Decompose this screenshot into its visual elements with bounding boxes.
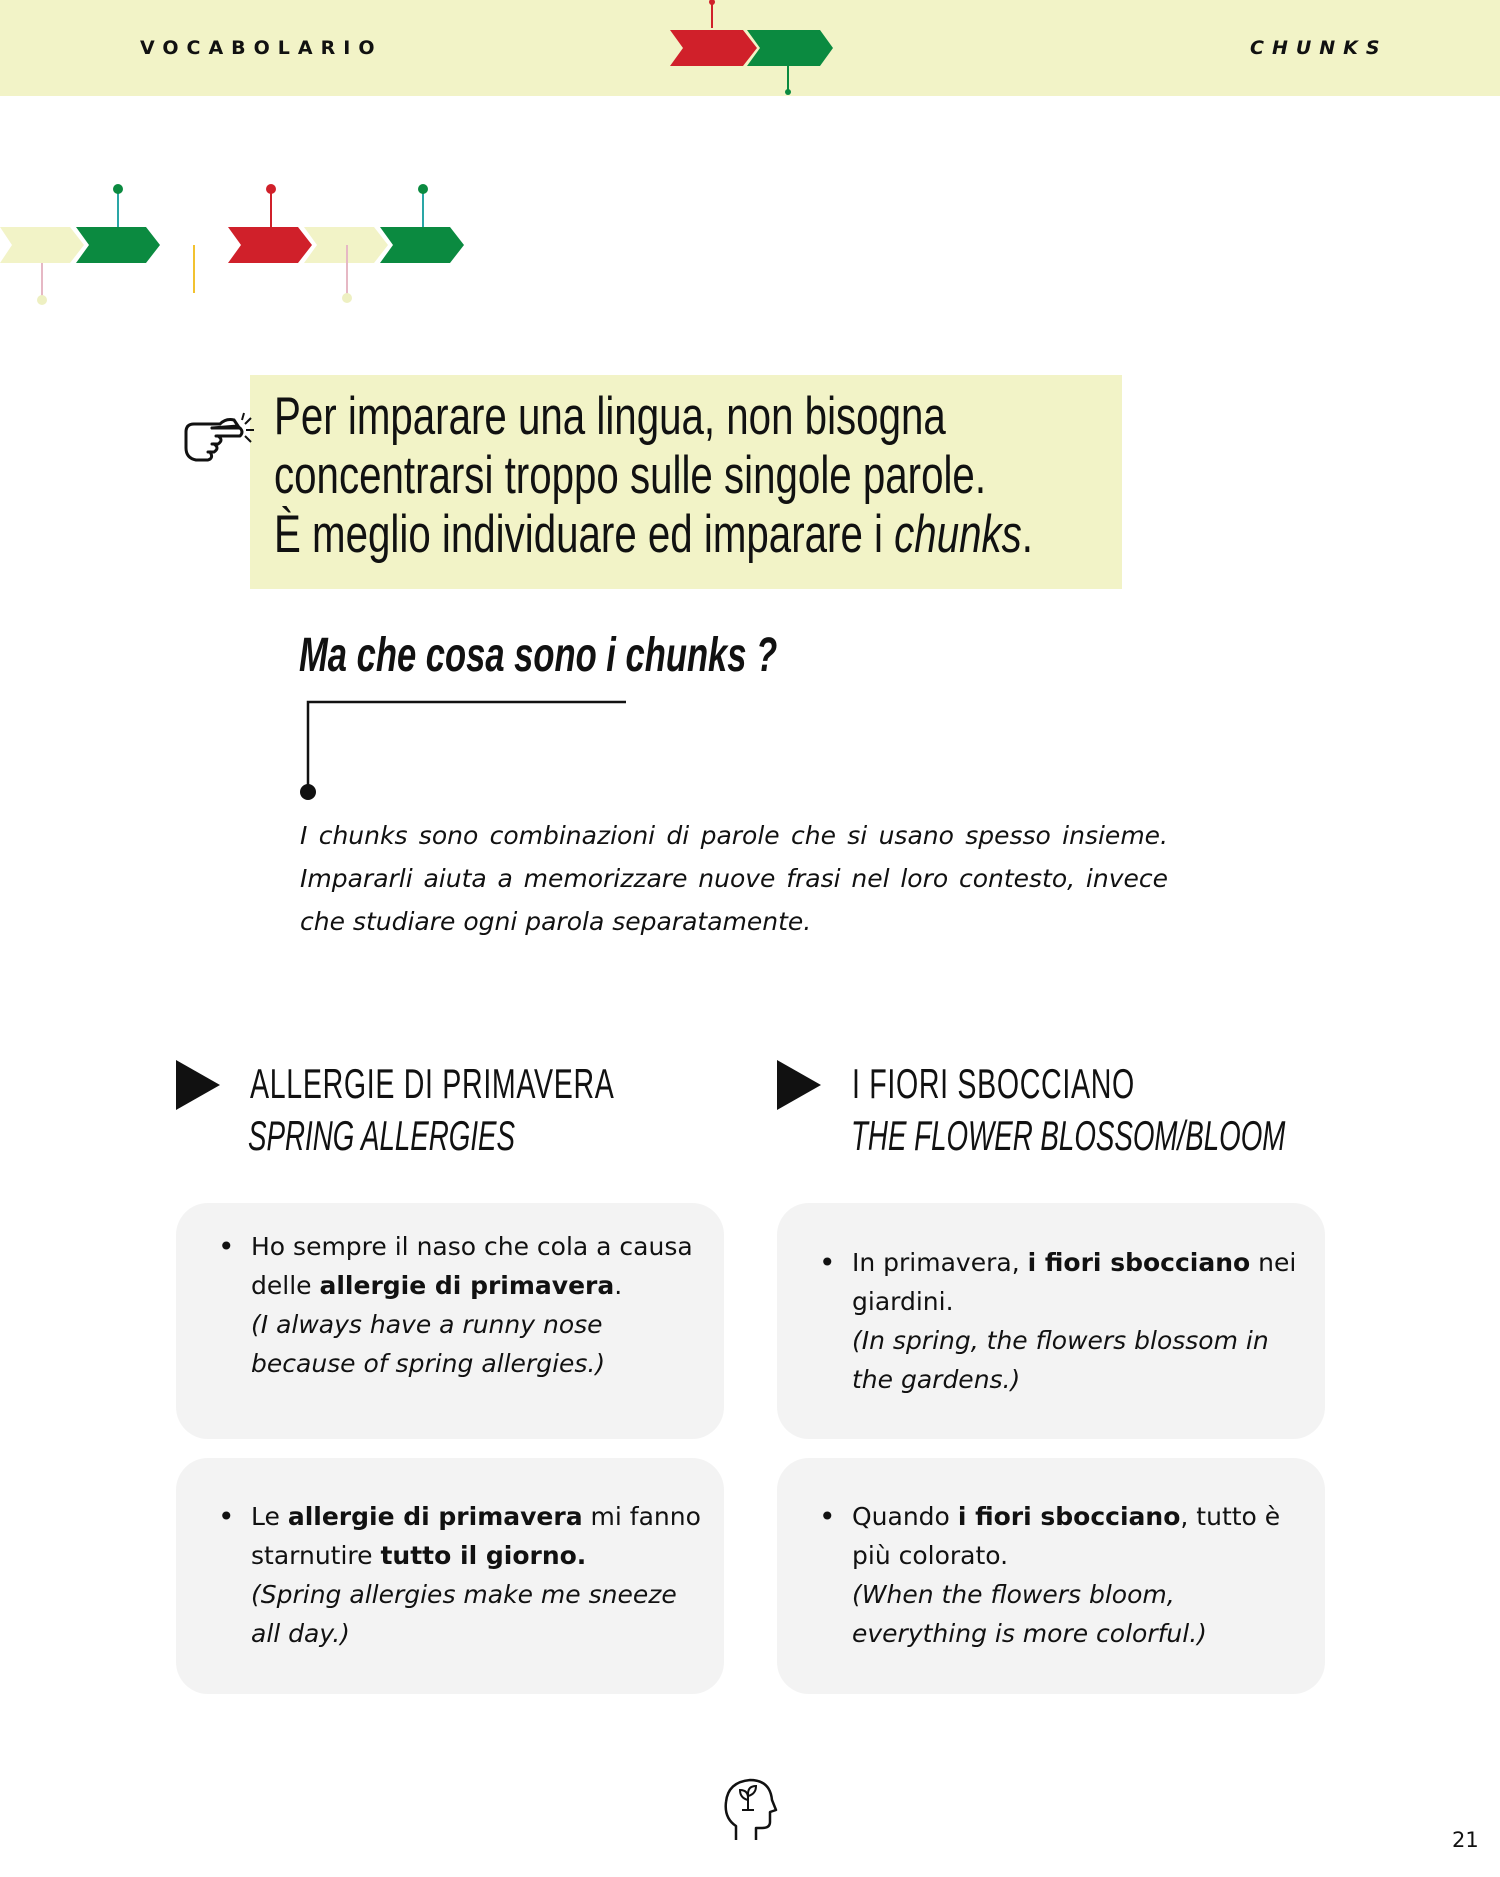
example-sentence — [251, 1232, 693, 1300]
chunk-highlight: allergie di primavera — [287, 1502, 583, 1531]
example-translation: (I always have a runny nose because of spring allergies.) — [251, 1310, 606, 1378]
chunk-highlight: allergie di primavera — [319, 1271, 615, 1300]
example-card — [176, 1203, 724, 1439]
bullet-icon: • — [218, 1230, 235, 1263]
example-item — [218, 1497, 701, 1653]
column-title: I FIORI SBOCCIANO — [852, 1060, 1135, 1107]
sentence-text: , tutto è più colorato. — [852, 1502, 1281, 1570]
question-heading: Ma che cosa sono i chunks ? — [299, 629, 778, 682]
quote-line-1: Per imparare una lingua, non bisogna — [274, 387, 946, 446]
triangle-bullet-icon — [176, 1060, 220, 1110]
sentence-text: nei giardini. — [852, 1248, 1297, 1316]
page-header — [0, 0, 1500, 96]
chunk-highlight: i fiori sbocciano — [957, 1502, 1181, 1531]
arrow-decoration-icon — [665, 0, 835, 96]
sentence-text: Quando — [852, 1502, 958, 1531]
column-subtitle: THE FLOWER BLOSSOM/BLOOM — [851, 1112, 1286, 1159]
intro-quote — [274, 387, 1034, 564]
chunks-definition: I chunks sono combinazioni di parole che si usano spesso insieme. Impararli aiuta a memorizzare nuove frasi nel loro contesto, invece che studiare ogni parola separatamente. — [300, 821, 1168, 936]
sentence-text: . — [614, 1271, 623, 1300]
chunk-highlight: tutto il giorno. — [380, 1541, 587, 1570]
section-label: VOCABOLARIO — [140, 37, 383, 59]
example-sentence — [251, 1502, 701, 1570]
connector-line-icon — [296, 700, 630, 800]
example-card — [777, 1458, 1325, 1694]
column-title: ALLERGIE DI PRIMAVERA — [250, 1060, 615, 1107]
example-item — [819, 1497, 1302, 1653]
column-subtitle: SPRING ALLERGIES — [248, 1112, 516, 1159]
chunks-word: chunks — [894, 505, 1022, 564]
triangle-bullet-icon — [777, 1060, 821, 1110]
pointing-hand-icon — [182, 410, 264, 466]
example-sentence — [852, 1502, 1280, 1570]
example-translation: (In spring, the flowers blossom in the gardens.) — [852, 1326, 1269, 1394]
sentence-text: mi fanno starnutire — [251, 1502, 701, 1570]
example-translation: (Spring allergies make me sneeze all day.) — [251, 1580, 677, 1648]
quote-line-2: concentrarsi troppo sulle singole parole. — [274, 446, 987, 505]
example-item — [819, 1243, 1302, 1399]
page-number: 21 — [1452, 1828, 1479, 1852]
sentence-text: Le — [251, 1502, 288, 1531]
example-card — [777, 1203, 1325, 1439]
example-item — [218, 1227, 701, 1383]
head-plant-icon — [722, 1776, 778, 1842]
topic-label: CHUNKS — [1250, 37, 1388, 59]
quote-line-3 — [274, 505, 1034, 564]
example-translation: (When the flowers bloom, everything is more colorful.) — [852, 1580, 1207, 1648]
example-card — [176, 1458, 724, 1694]
sentence-text: Ho sempre il naso che cola a causa delle — [251, 1232, 693, 1300]
example-sentence — [852, 1248, 1296, 1316]
chunk-highlight: i fiori sbocciano — [1027, 1248, 1251, 1277]
bullet-icon: • — [819, 1246, 836, 1279]
timeline-decoration-icon — [0, 175, 470, 310]
sentence-text: In primavera, — [852, 1248, 1028, 1277]
quote-line-3-end: . — [1021, 505, 1034, 564]
bullet-icon: • — [218, 1500, 235, 1533]
bullet-icon: • — [819, 1500, 836, 1533]
quote-line-3-text: È meglio individuare ed imparare i — [274, 505, 895, 564]
